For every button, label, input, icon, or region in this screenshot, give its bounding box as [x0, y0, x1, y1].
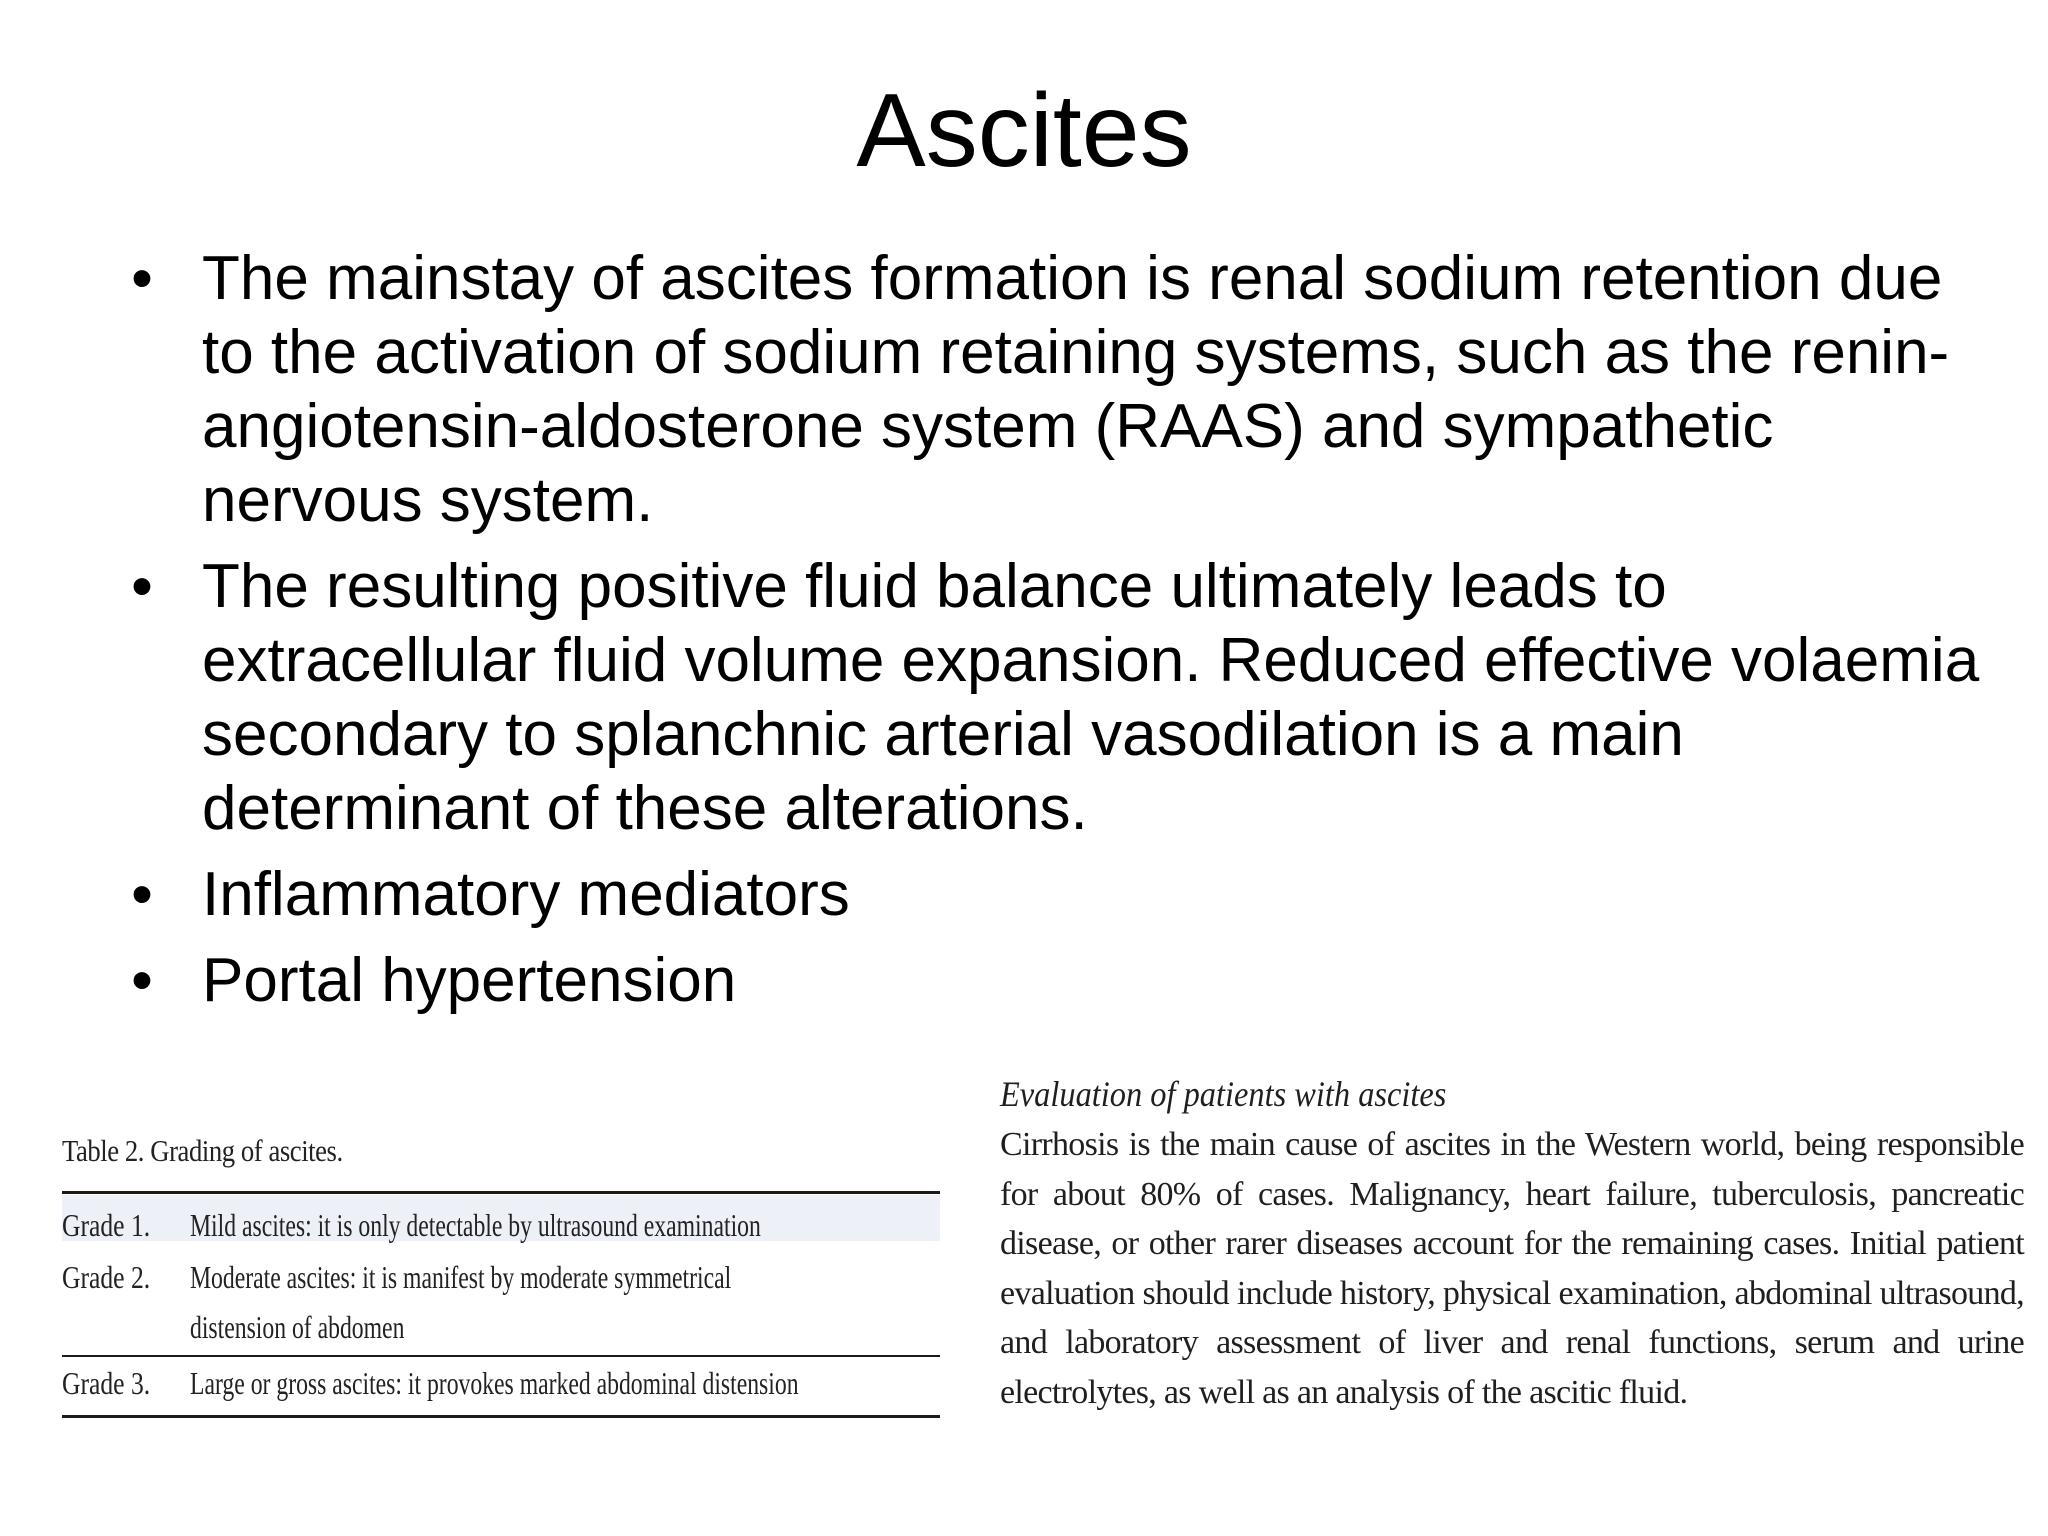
bullet-item	[122, 858, 2002, 932]
table-mid-rule	[62, 1355, 940, 1357]
bullet-item	[122, 944, 2002, 1018]
evaluation-excerpt	[1000, 1072, 2024, 1417]
excerpt-heading: Evaluation of patients with ascites	[1000, 1074, 1447, 1114]
bullet-item	[122, 550, 2002, 846]
bullet-item	[122, 242, 2002, 538]
bullet-text: The resulting positive fluid balance ultimately leads to extracellular fluid volume expansion. Reduced effective volaemia secondary to splanchnic arterial vasodilation is a main determinant of these alterations.	[202, 552, 1980, 843]
table-grade-description: Large or gross ascites: it provokes marked abdominal distension	[190, 1365, 799, 1401]
table-grade-label: Grade 2.	[62, 1259, 151, 1295]
slide-title: Ascites	[856, 73, 1192, 189]
grading-table-figure	[54, 1125, 954, 1535]
table-grade-description: Moderate ascites: it is manifest by moderate symmetrical	[190, 1259, 732, 1295]
bullet-dot: •	[131, 946, 153, 1015]
table-top-rule	[62, 1191, 940, 1194]
bullet-text: Portal hypertension	[202, 946, 737, 1015]
table-grade-label: Grade 3.	[62, 1365, 151, 1401]
bullet-dot: •	[131, 552, 153, 621]
table-caption: Table 2. Grading of ascites.	[62, 1133, 343, 1168]
table-grade-label: Grade 1.	[62, 1207, 151, 1243]
bullet-list	[122, 242, 2002, 1030]
bullet-text: Inflammatory mediators	[202, 860, 850, 929]
table-grade-description-continued: distension of abdomen	[190, 1309, 405, 1345]
table-bottom-rule	[62, 1415, 940, 1418]
table-grade-description: Mild ascites: it is only detectable by ultrasound examination	[190, 1207, 761, 1243]
bullet-dot: •	[131, 244, 153, 313]
bullet-text: The mainstay of ascites formation is renal sodium retention due to the activation of sodium retaining systems, such as the renin-angiotensin-aldosterone system (RAAS) and sympathetic nervous system.	[202, 244, 1950, 535]
bullet-dot: •	[131, 860, 153, 929]
excerpt-paragraph: Cirrhosis is the main cause of ascites in the Western world, being responsible for about 80% of cases. Malignancy, heart failure, tuberculosis, pancreatic disease, or other rarer diseases account for the remaining cases. Initial patient evaluation should include history, physical examination, abdominal ultrasound, and laboratory assessment of liver and renal functions, serum and urine electrolytes, as well as an analysis of the ascitic fluid.	[1000, 1126, 2024, 1411]
